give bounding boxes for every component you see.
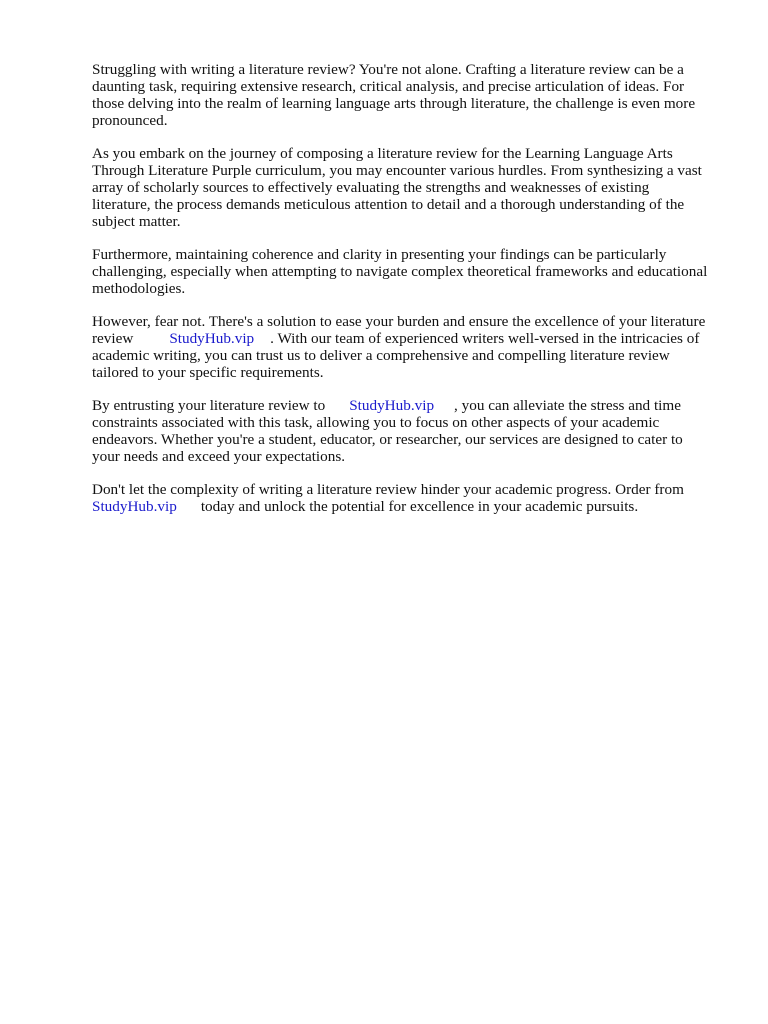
paragraph-closing-text-before: Don't let the complexity of writing a literature review hinder your academic progress. Order from: [92, 481, 684, 498]
paragraph-journey: [92, 145, 752, 230]
paragraph-intro: [92, 61, 752, 129]
paragraph-entrusting-text-before: By entrusting your literature review to: [92, 397, 326, 414]
document-body: [92, 61, 752, 515]
paragraph-closing: [92, 481, 752, 515]
paragraph-coherence-text: Furthermore, maintaining coherence and clarity in presenting your findings can be particularly challenging, especially when attempting to navigate complex theoretical frameworks and educational methodologies.: [92, 246, 708, 297]
paragraph-closing-text-after: today and unlock the potential for excellence in your academic pursuits.: [200, 498, 639, 515]
studyhub-link[interactable]: StudyHub.vip: [349, 397, 435, 414]
paragraph-entrusting-text-after: , you can alleviate the stress and time constraints associated with this task, allowing you to focus on other aspects of your academic endeavors. Whether you're a student, educator, or researcher, our services are designed to cater to your needs and exceed your expectations.: [92, 397, 683, 465]
studyhub-link[interactable]: StudyHub.vip: [169, 330, 255, 347]
paragraph-solution-text-after: . With our team of experienced writers well-versed in the intricacies of academic writing, you can trust us to deliver a comprehensive and compelling literature review tailored to your specific requirements.: [92, 330, 700, 381]
paragraph-solution-text-before: However, fear not. There's a solution to ease your burden and ensure the excellence of your literature review: [92, 313, 706, 347]
paragraph-entrusting: [92, 397, 752, 465]
paragraph-journey-text: As you embark on the journey of composing a literature review for the Learning Language Arts Through Literature Purple curriculum, you may encounter various hurdles. From synthesizing a vast array of scholarly sources to effectively evaluating the strengths and weaknesses of existing literature, the process demands meticulous attention to detail and a thorough understanding of the subject matter.: [92, 145, 702, 230]
paragraph-intro-text: Struggling with writing a literature review? You're not alone. Crafting a literature review can be a daunting task, requiring extensive research, critical analysis, and precise articulation of ideas. For those delving into the realm of learning language arts through literature, the challenge is even more pronounced.: [92, 61, 696, 129]
paragraph-solution: [92, 313, 752, 381]
studyhub-link[interactable]: StudyHub.vip: [92, 498, 177, 515]
paragraph-coherence: [92, 246, 752, 297]
